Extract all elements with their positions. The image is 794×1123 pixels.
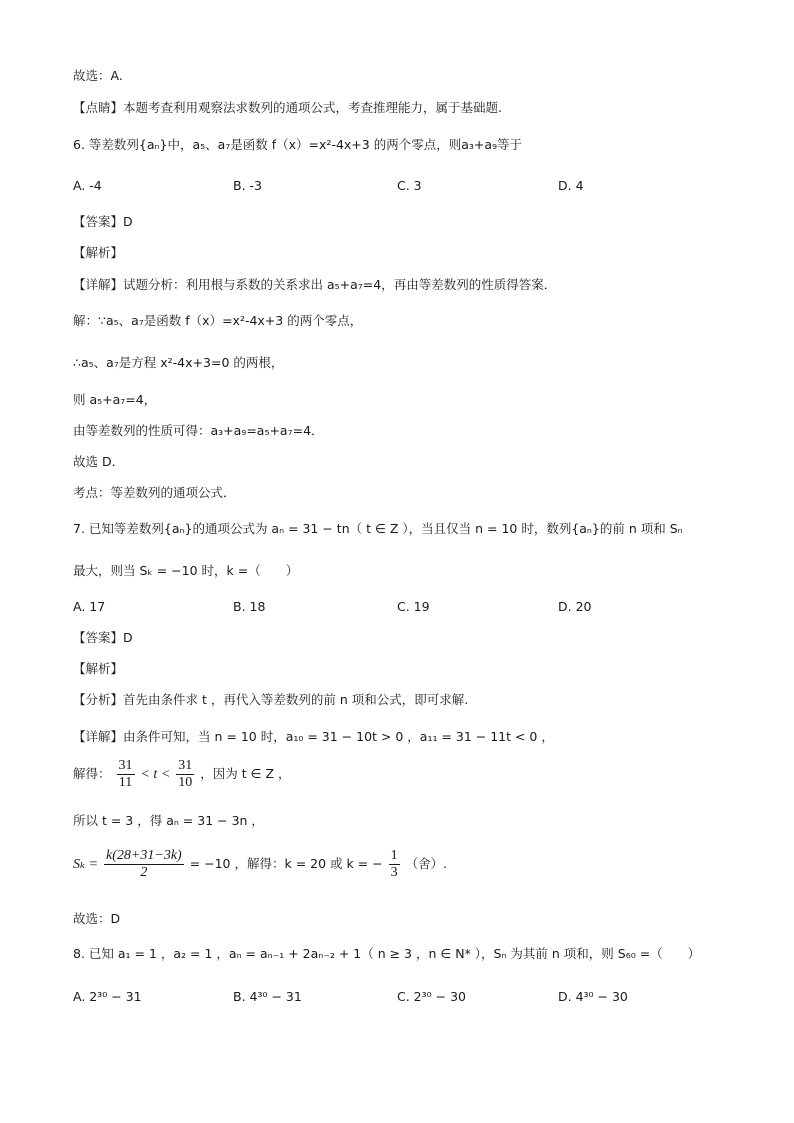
- sk-middle: = −10 ，解得：k = 20 或 k = −: [189, 856, 383, 871]
- fraction-31-11: [117, 758, 135, 791]
- fraction-denominator: 2: [140, 865, 148, 880]
- q7-solve-suffix: ，因为 t ∈ Z ，: [200, 766, 291, 781]
- q6-option-b: B. -3: [233, 178, 262, 193]
- inequality: < t <: [140, 767, 171, 782]
- q7-t-value: 所以 t = 3 ，得 aₙ = 31 − 3n ，: [73, 813, 264, 828]
- q7-detail: 【详解】由条件可知，当 n = 10 时，a₁₀ = 31 − 10t > 0 ，a₁₁ = 31 − 11t < 0 ，: [73, 729, 554, 744]
- question-7-line-1: 7. 已知等差数列{aₙ}的通项公式为 aₙ = 31 − tn（ t ∈ Z ），当且仅当 n = 10 时，数列{aₙ}的前 n 项和 Sₙ: [73, 521, 683, 536]
- q7-option-c: C. 19: [397, 599, 430, 614]
- q7-option-a: A. 17: [73, 599, 106, 614]
- q6-solution-6: 考点：等差数列的通项公式．: [73, 485, 236, 500]
- q8-option-d: D. 4³⁰ − 30: [558, 989, 628, 1004]
- sk-fraction: [104, 848, 184, 881]
- fraction-denominator: 10: [178, 775, 193, 790]
- question-7-line-2: 最大，则当 Sₖ = −10 时，k =（ ）: [73, 563, 299, 578]
- q7-sk-formula: [73, 848, 447, 881]
- q6-option-a: A. -4: [73, 178, 102, 193]
- q7-analysis: 【分析】首先由条件求 t ，再代入等差数列的前 n 项和公式，即可求解.: [73, 692, 469, 707]
- q7-answer: 【答案】D: [73, 630, 133, 645]
- q7-option-b: B. 18: [233, 599, 266, 614]
- fraction-1-3: [389, 848, 400, 881]
- text-line: 故选：A.: [73, 68, 123, 83]
- q6-solution-5: 故选 D．: [73, 454, 125, 469]
- q8-option-c: C. 2³⁰ − 30: [397, 989, 466, 1004]
- q6-solution-1: 解：∵a₅、a₇是函数 f（x）=x²-4x+3 的两个零点，: [73, 313, 363, 328]
- q8-option-b: B. 4³⁰ − 31: [233, 989, 302, 1004]
- q7-jiexi-heading: 【解析】: [73, 661, 124, 676]
- q6-answer: 【答案】D: [73, 214, 133, 229]
- q7-solve-line: [73, 758, 291, 791]
- q6-option-d: D. 4: [558, 178, 584, 193]
- fraction-denominator: 3: [390, 865, 398, 880]
- q7-option-d: D. 20: [558, 599, 592, 614]
- fraction-numerator: 31: [178, 758, 193, 773]
- q7-choose: 故选：D: [73, 911, 121, 926]
- q6-solution-4: 由等差数列的性质可得：a₃+a₉=a₅+a₇=4．: [73, 423, 324, 438]
- fraction-numerator: k(28+31−3k): [106, 848, 182, 863]
- sk-label: Sₖ =: [73, 857, 99, 872]
- q6-solution-3: 则 a₅+a₇=4，: [73, 392, 157, 407]
- q7-solve-prefix: 解得：: [73, 766, 111, 781]
- fraction-31-10: [176, 758, 194, 791]
- comment-line: 【点睛】本题考查利用观察法求数列的通项公式，考查推理能力，属于基础题.: [73, 100, 502, 115]
- fraction-denominator: 11: [118, 775, 133, 790]
- fraction-numerator: 1: [390, 848, 398, 863]
- fraction-numerator: 31: [118, 758, 133, 773]
- question-8: 8. 已知 a₁ = 1 ，a₂ = 1 ，aₙ = aₙ₋₁ + 2aₙ₋₂ + 1（ n ≥ 3 ，n ∈ N* ），Sₙ 为其前 n 项和，则 S₆₀ =（ ）: [73, 946, 701, 961]
- q6-option-c: C. 3: [397, 178, 422, 193]
- q6-solution-2: ∴a₅、a₇是方程 x²-4x+3=0 的两根，: [73, 355, 284, 370]
- q6-jiexi-heading: 【解析】: [73, 245, 124, 260]
- sk-suffix: （舍）.: [405, 856, 448, 871]
- q6-detail: 【详解】试题分析：利用根与系数的关系求出 a₅+a₇=4，再由等差数列的性质得答案．: [73, 277, 557, 292]
- q8-option-a: A. 2³⁰ − 31: [73, 989, 142, 1004]
- question-6: 6. 等差数列{aₙ}中，a₅、a₇是函数 f（x）=x²-4x+3 的两个零点，则a₃+a₉等于: [73, 137, 523, 152]
